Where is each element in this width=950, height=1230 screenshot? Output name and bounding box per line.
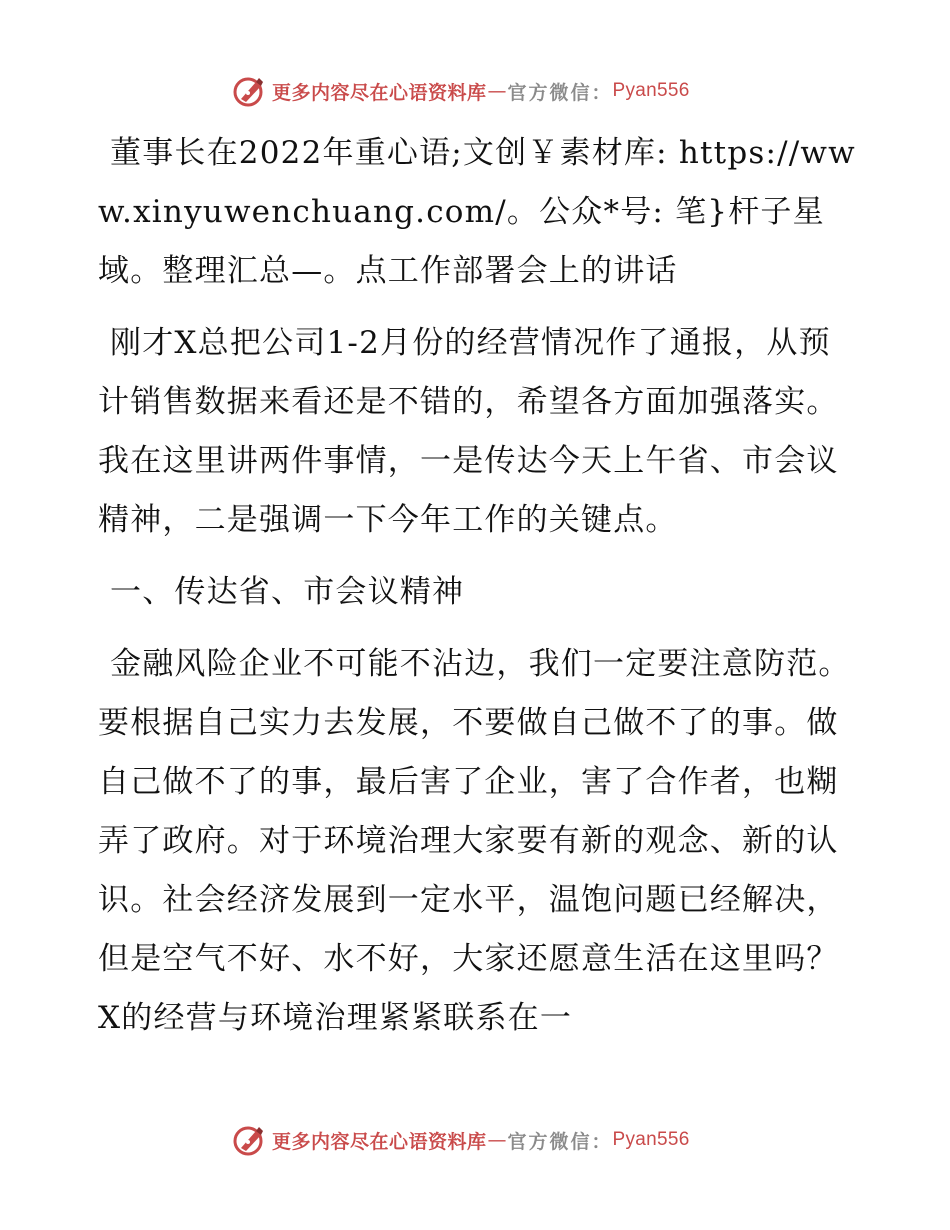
footer-watermark <box>232 1121 690 1159</box>
section-heading-1: 一、传达省、市会议精神 <box>110 574 465 610</box>
pen-logo-icon <box>232 1123 266 1157</box>
document-title: 董事长在2022年重心语;文创￥素材库: https://www.xinyuwenchuang.com/。公众*号: 笔}杆子星域。整理汇总—。点工作部署会上的讲话 <box>98 135 856 289</box>
watermark-dash: — <box>487 1129 507 1151</box>
watermark-main-text: 更多内容尽在心语资料库 <box>272 1130 487 1153</box>
watermark-main-text: 更多内容尽在心语资料库 <box>272 81 487 104</box>
watermark-wechat-label: 官方微信： <box>507 1130 613 1153</box>
paragraph-intro: 刚才X总把公司1-2月份的经营情况作了通报，从预计销售数据来看还是不错的，希望各方面加强落实。我在这里讲两件事情，一是传达今天上午省、市会议精神，二是强调一下今年工作的关键点。 <box>98 325 839 538</box>
watermark-wechat-id: Pyan556 <box>612 80 690 101</box>
pen-logo-icon <box>232 74 266 108</box>
header-watermark <box>232 72 690 110</box>
watermark-wechat-label: 官方微信： <box>507 81 613 104</box>
watermark-wechat-id: Pyan556 <box>612 1129 690 1150</box>
document-body <box>98 124 858 1048</box>
paragraph-finance-risk: 金融风险企业不可能不沾边，我们一定要注意防范。要根据自己实力去发展，不要做自己做不了的事。做自己做不了的事，最后害了企业，害了合作者，也糊弄了政府。对于环境治理大家要有新的观念、新的认识。社会经济发展到一定水平，温饱问题已经解决，但是空气不好、水不好，大家还愿意生活在这里吗？X的经营与环境治理紧紧联系在一 <box>98 646 851 1036</box>
watermark-dash: — <box>487 80 507 102</box>
